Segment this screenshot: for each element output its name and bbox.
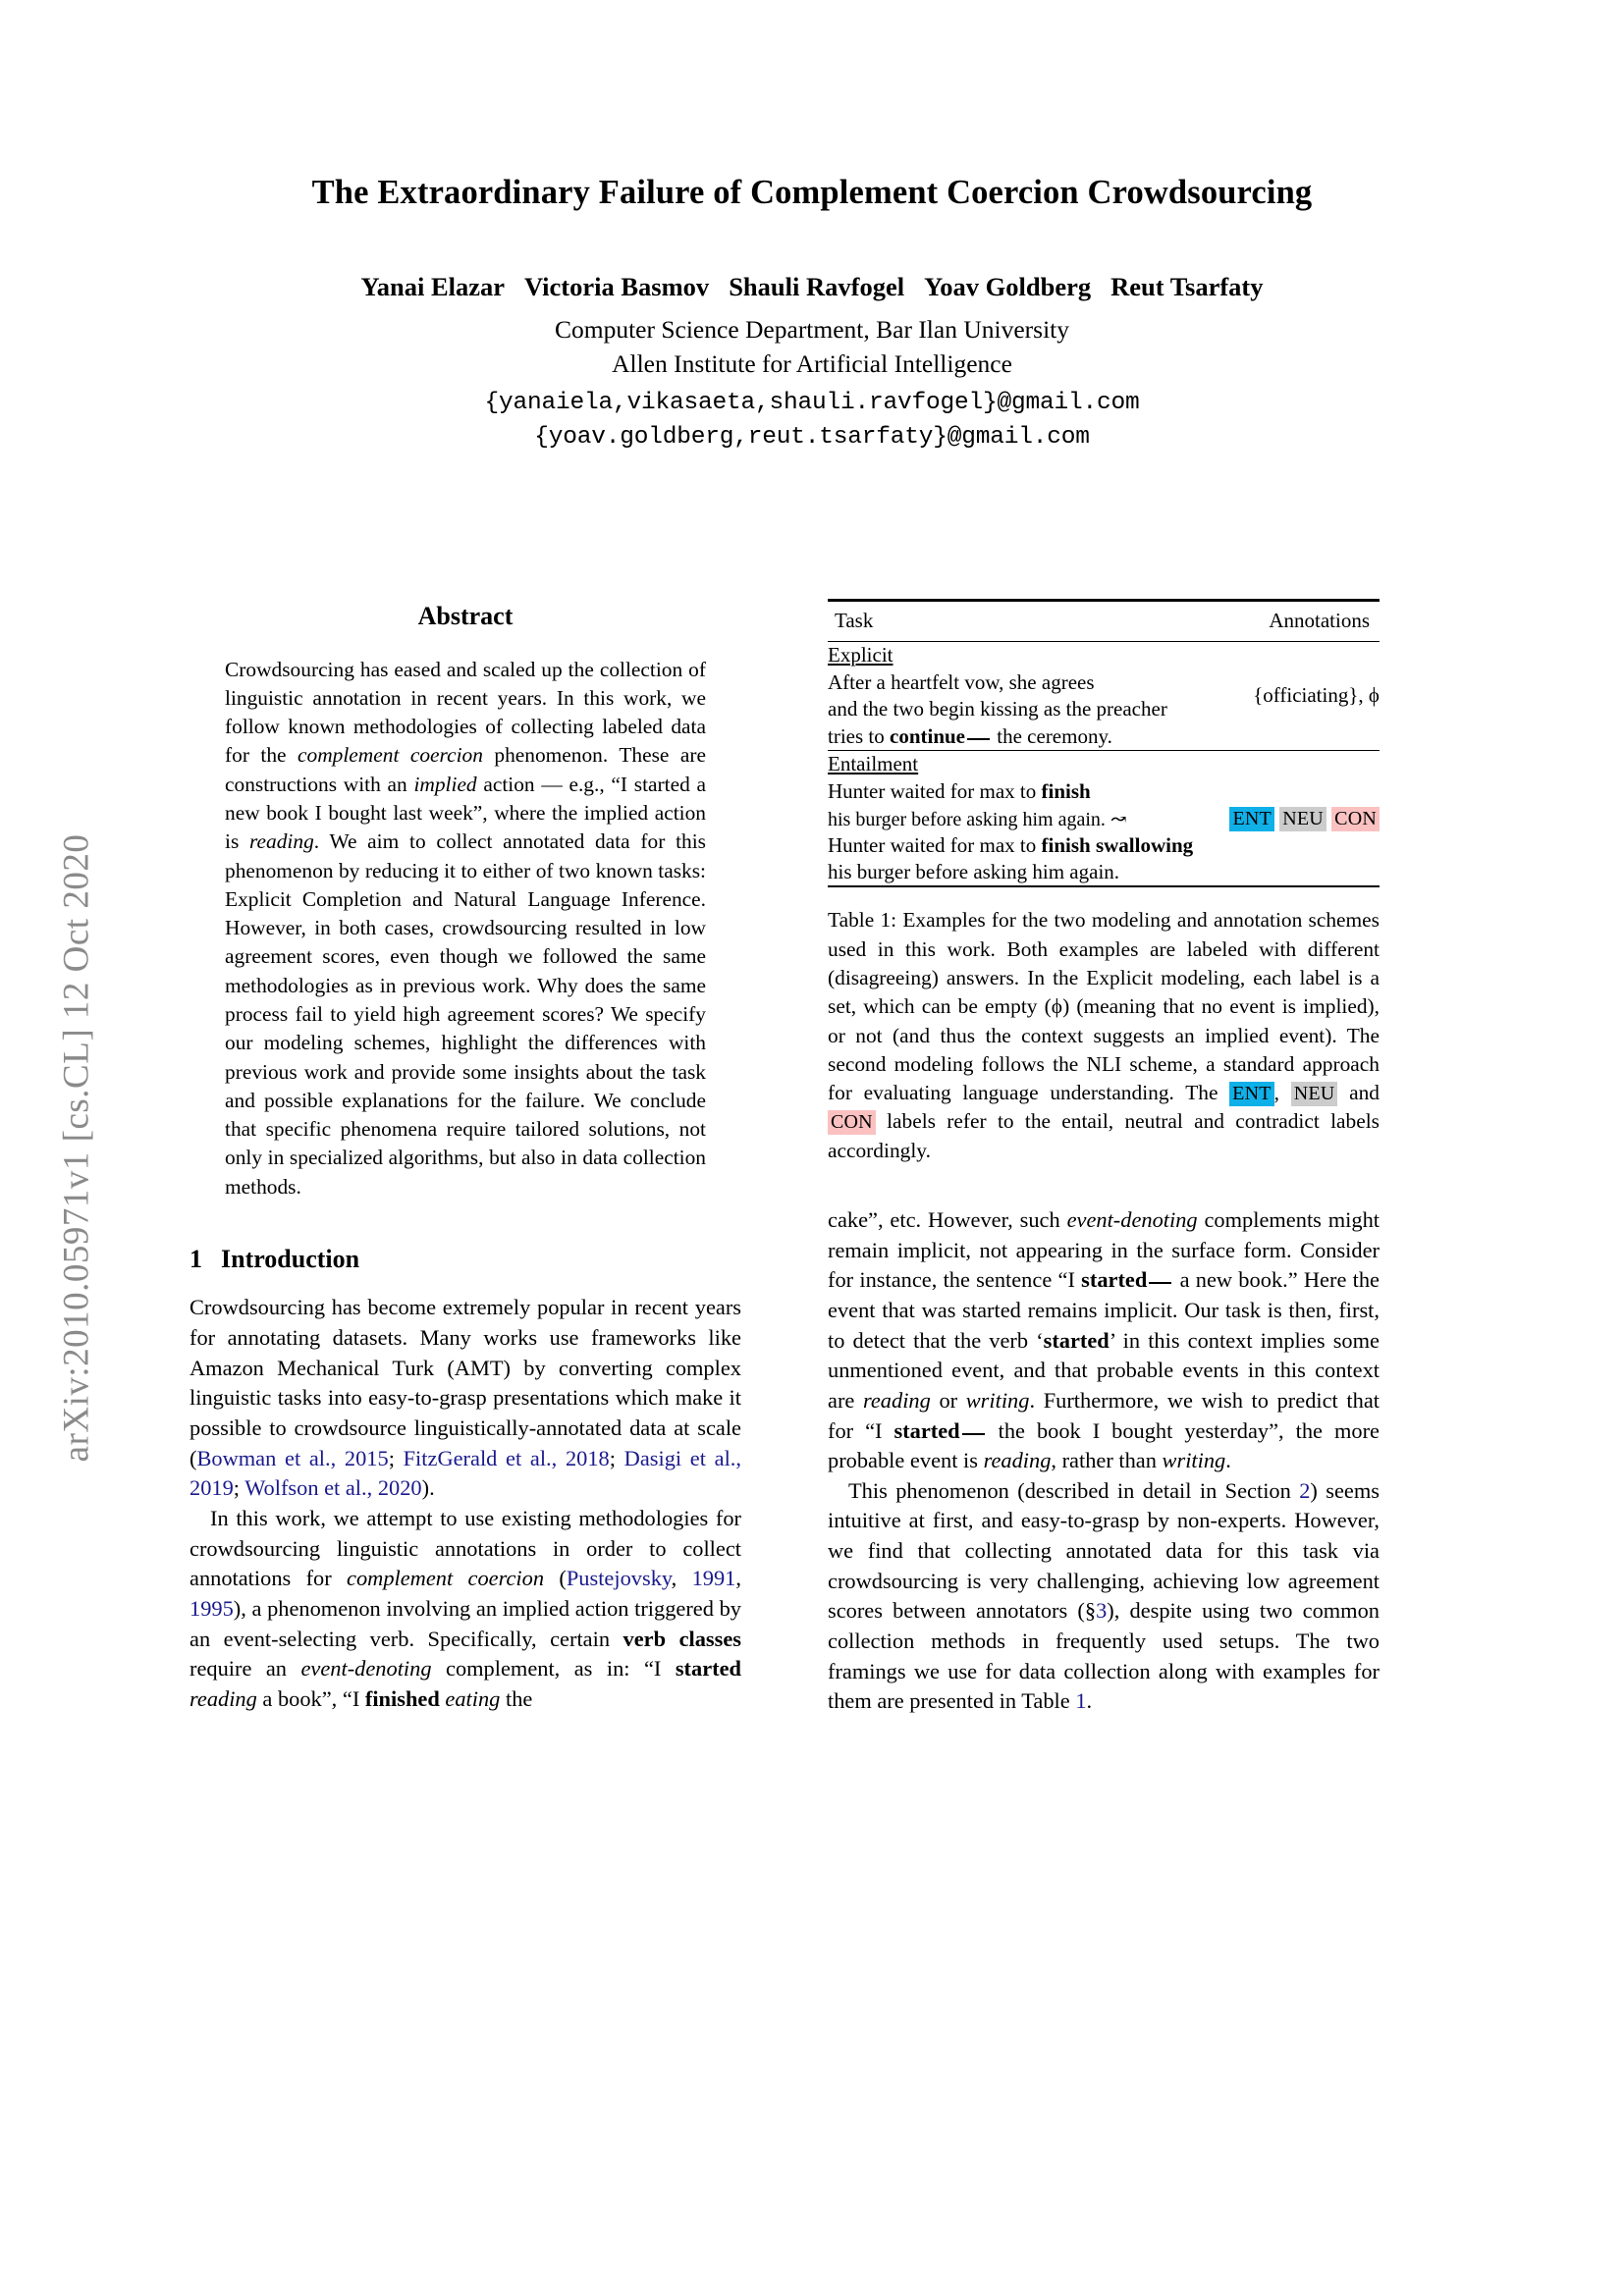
citation-link[interactable]: Pustejovsky [566, 1566, 672, 1591]
table-row [828, 751, 1380, 886]
column-header-annotations: Annotations [1269, 609, 1370, 632]
abstract-emphasis: implied [413, 772, 477, 796]
label-badge-con: CON [828, 1110, 876, 1135]
body-emphasis: writing [965, 1387, 1030, 1413]
caption-text: labels refer to the entail, neutral and contradict labels accordingly. [828, 1109, 1380, 1162]
table-1-caption [828, 906, 1380, 1165]
body-emphasis: event-denoting [300, 1656, 432, 1682]
right-column [828, 599, 1380, 1717]
citation-link[interactable]: Bowman et al., 2015 [196, 1445, 389, 1470]
right-column-body [828, 1205, 1380, 1717]
column-header-task: Task [835, 609, 874, 632]
paper-header [189, 172, 1435, 455]
task-cell-entailment [828, 751, 1219, 886]
body-text: Crowdsourcing has become extremely popular in recent years for annotating datasets. Many works use frameworks like Amazon Mechanical Turk (AMT) by converting complex linguistic tasks into easy-to-grasp presentations which make it possible to crowdsource linguistically-annotated data at scale ( [189, 1295, 741, 1470]
body-strong: finished [364, 1685, 440, 1711]
section-ref-link[interactable]: 3 [1096, 1598, 1108, 1624]
body-strong: started [675, 1656, 741, 1682]
body-text: ), despite using two common collection methods in frequently used setups. The two framings we use for data collection along with examples for them are presented in Table [828, 1598, 1380, 1714]
task-text-line: his burger before asking him again. ↝ [828, 808, 1127, 830]
body-text: the [500, 1685, 533, 1711]
trigger-verb: continue [890, 723, 966, 748]
body-text: cake”, etc. However, such [828, 1207, 1067, 1233]
table-row [828, 642, 1380, 751]
citation-link[interactable]: FitzGerald et al., 2018 [403, 1445, 610, 1470]
task-text-line: and the two begin kissing as the preacher [828, 697, 1167, 721]
body-text: ; [609, 1445, 624, 1470]
section-title: Introduction [221, 1244, 360, 1273]
affiliation-line: Allen Institute for Artificial Intelligence [612, 348, 1012, 378]
body-text: In this work, we attempt to use existing methodologies for crowdsourcing linguistic annotations in order to collect annotations for [189, 1505, 741, 1591]
abstract-text: . We aim to collect annotated data for this phenomenon by reducing it to either of two known tasks: Explicit Completion and Natural Language Inference. However, in both cases, crowdsourcing resulted in low agreement scores, even though we followed the same methodologies as in previous work. Why does the same process fail to yield high agreement scores? We specify our modeling schemes, highlight the differences with previous work and provide some insights about the task and possible explanations for the failure. We conclude that specific phenomena require tailored solutions, not only in specialized algorithms, but also in data collection methods. [225, 829, 706, 1199]
author-name: Reut Tsarfaty [1110, 272, 1264, 302]
body-text: . [1225, 1448, 1231, 1473]
author-name: Yoav Goldberg [924, 272, 1092, 302]
trigger-verb: finish swallowing [1041, 832, 1194, 857]
body-text: ), a phenomenon involving an implied action triggered by an event-selecting verb. Specifically, certain [189, 1595, 741, 1651]
body-strong: started [1043, 1327, 1110, 1353]
abstract-emphasis: complement coercion [298, 743, 483, 768]
task-label: Entailment [828, 751, 919, 775]
email-line: {yoav.goldberg,reut.tsarfaty}@gmail.com [534, 423, 1090, 451]
task-text-line: tries to continue the ceremony. [828, 723, 1112, 748]
body-emphasis: reading [189, 1685, 257, 1711]
body-text: . Furthermore, we wish to predict that for “I [828, 1387, 1380, 1443]
abstract-heading: Abstract [417, 602, 514, 630]
body-strong: started [1081, 1267, 1148, 1293]
body-emphasis: writing [1162, 1448, 1226, 1473]
body-text: , rather than [1051, 1448, 1163, 1473]
body-emphasis: event-denoting [1066, 1207, 1198, 1233]
body-emphasis: eating [445, 1685, 501, 1711]
task-label: Explicit [828, 642, 893, 667]
body-text: , [671, 1566, 692, 1591]
body-text: ; [388, 1445, 404, 1470]
task-cell-explicit [828, 642, 1219, 751]
citation-link[interactable]: 1995 [189, 1595, 234, 1621]
affiliation-line: Computer Science Department, Bar Ilan University [554, 314, 1069, 344]
label-badge-neu: NEU [1291, 1082, 1338, 1106]
label-badge-ent: ENT [1229, 807, 1273, 831]
body-text: a book”, “I [256, 1685, 365, 1711]
section-heading-introduction [189, 1242, 741, 1277]
label-badge-con: CON [1331, 807, 1380, 831]
body-text: the book I bought yesterday”, the more probable event is [828, 1417, 1380, 1473]
section-ref-link[interactable]: 2 [1299, 1477, 1311, 1503]
annotation-cell-explicit: {officiating}, ϕ [1253, 683, 1380, 708]
citation-link[interactable]: 1991 [691, 1566, 736, 1591]
blank-gap-icon [967, 738, 990, 740]
task-text-line: his burger before asking him again. [828, 860, 1120, 884]
body-text: require an [189, 1656, 301, 1682]
task-text-line: Hunter waited for max to finish [828, 779, 1091, 804]
blank-gap-icon [1149, 1282, 1171, 1284]
body-text: complement, as in: “I [431, 1656, 676, 1682]
citation-link[interactable]: Wolfson et al., 2020 [244, 1475, 422, 1501]
email-line: {yanaiela,vikasaeta,shauli.ravfogel}@gmail.com [484, 389, 1140, 416]
intro-paragraph-2 [189, 1504, 741, 1714]
caption-text: , [1273, 1081, 1291, 1105]
table-header-row [828, 602, 1380, 642]
body-text: ; [233, 1475, 245, 1501]
intro-paragraph-4 [828, 1476, 1380, 1717]
body-text: ) seems intuitive at first, and easy-to-grasp by non-experts. However, we find that collecting annotated data for this task via crowdsourcing is very challenging, achieving low agreement scores between annotators (§ [828, 1477, 1380, 1624]
intro-paragraph-1 [189, 1293, 741, 1503]
trigger-verb: finish [1041, 779, 1091, 804]
email-block [189, 387, 1435, 455]
left-column [189, 599, 741, 1714]
body-emphasis: complement coercion [347, 1566, 545, 1591]
body-text: ). [421, 1475, 435, 1501]
abstract-emphasis: reading [249, 829, 314, 854]
annotation-cell-entailment [1219, 751, 1380, 886]
section-number: 1 [189, 1244, 202, 1273]
task-text-line: After a heartfelt vow, she agrees [828, 670, 1095, 695]
page-title: The Extraordinary Failure of Complement Coercion Crowdsourcing [311, 174, 1313, 211]
caption-text: Table 1: Examples for the two modeling and annotation schemes used in this work. Both examples are labeled with different (disagreeing) answers. In the Explicit modeling, each label is a set, which can be empty (ϕ) (meaning that no event is implied), or not (and thus the context suggests an implied event). The second modeling follows the NLI scheme, a standard approach for evaluating language understanding. The [828, 908, 1380, 1105]
caption-text: and [1337, 1081, 1380, 1105]
body-text: a new book.” Here the event that was started remains implicit. Our task is then, first, to detect that the verb ‘ [828, 1267, 1380, 1353]
abstract-body [225, 656, 706, 1201]
body-text: or [930, 1387, 966, 1413]
label-badge-neu: NEU [1279, 807, 1326, 831]
task-text-line: Hunter waited for max to finish swallowing [828, 832, 1194, 857]
body-emphasis: reading [862, 1387, 931, 1413]
blank-gap-icon [962, 1433, 985, 1435]
table-ref-link[interactable]: 1 [1075, 1688, 1087, 1714]
abstract-text: phenomenon. These are constructions with an [225, 743, 706, 796]
label-badge-ent: ENT [1229, 1082, 1273, 1106]
body-text: This phenomenon (described in detail in Section [848, 1477, 1300, 1503]
author-name: Shauli Ravfogel [729, 272, 905, 302]
abstract-text: Crowdsourcing has eased and scaled up the collection of linguistic annotation in recent years. In this work, we follow known methodologies of collecting labeled data for the [225, 657, 706, 768]
body-strong: started [893, 1417, 960, 1443]
intro-paragraph-3 [828, 1205, 1380, 1476]
abstract-text: action — e.g., “I started a new book I bought last week”, where the implied action is [225, 772, 707, 854]
body-text: ( [544, 1566, 567, 1591]
author-list [189, 270, 1435, 303]
body-text: . [1086, 1688, 1093, 1714]
arxiv-stamp: arXiv:2010.05971v1 [cs.CL] 12 Oct 2020 [56, 833, 97, 1463]
body-text: , [735, 1566, 741, 1591]
body-emphasis: reading [983, 1448, 1052, 1473]
body-text: ’ in this context implies some unmentioned event, and that probable events in this context are [828, 1327, 1380, 1413]
body-strong: verb classes [623, 1626, 742, 1651]
body-text: complements might remain implicit, not appearing in the surface form. Consider for instance, the sentence “I [828, 1207, 1380, 1293]
citation-link[interactable]: Dasigi et al., 2019 [189, 1445, 742, 1501]
author-name: Yanai Elazar [360, 272, 506, 302]
table-1 [828, 599, 1380, 887]
author-name: Victoria Basmov [524, 272, 710, 302]
